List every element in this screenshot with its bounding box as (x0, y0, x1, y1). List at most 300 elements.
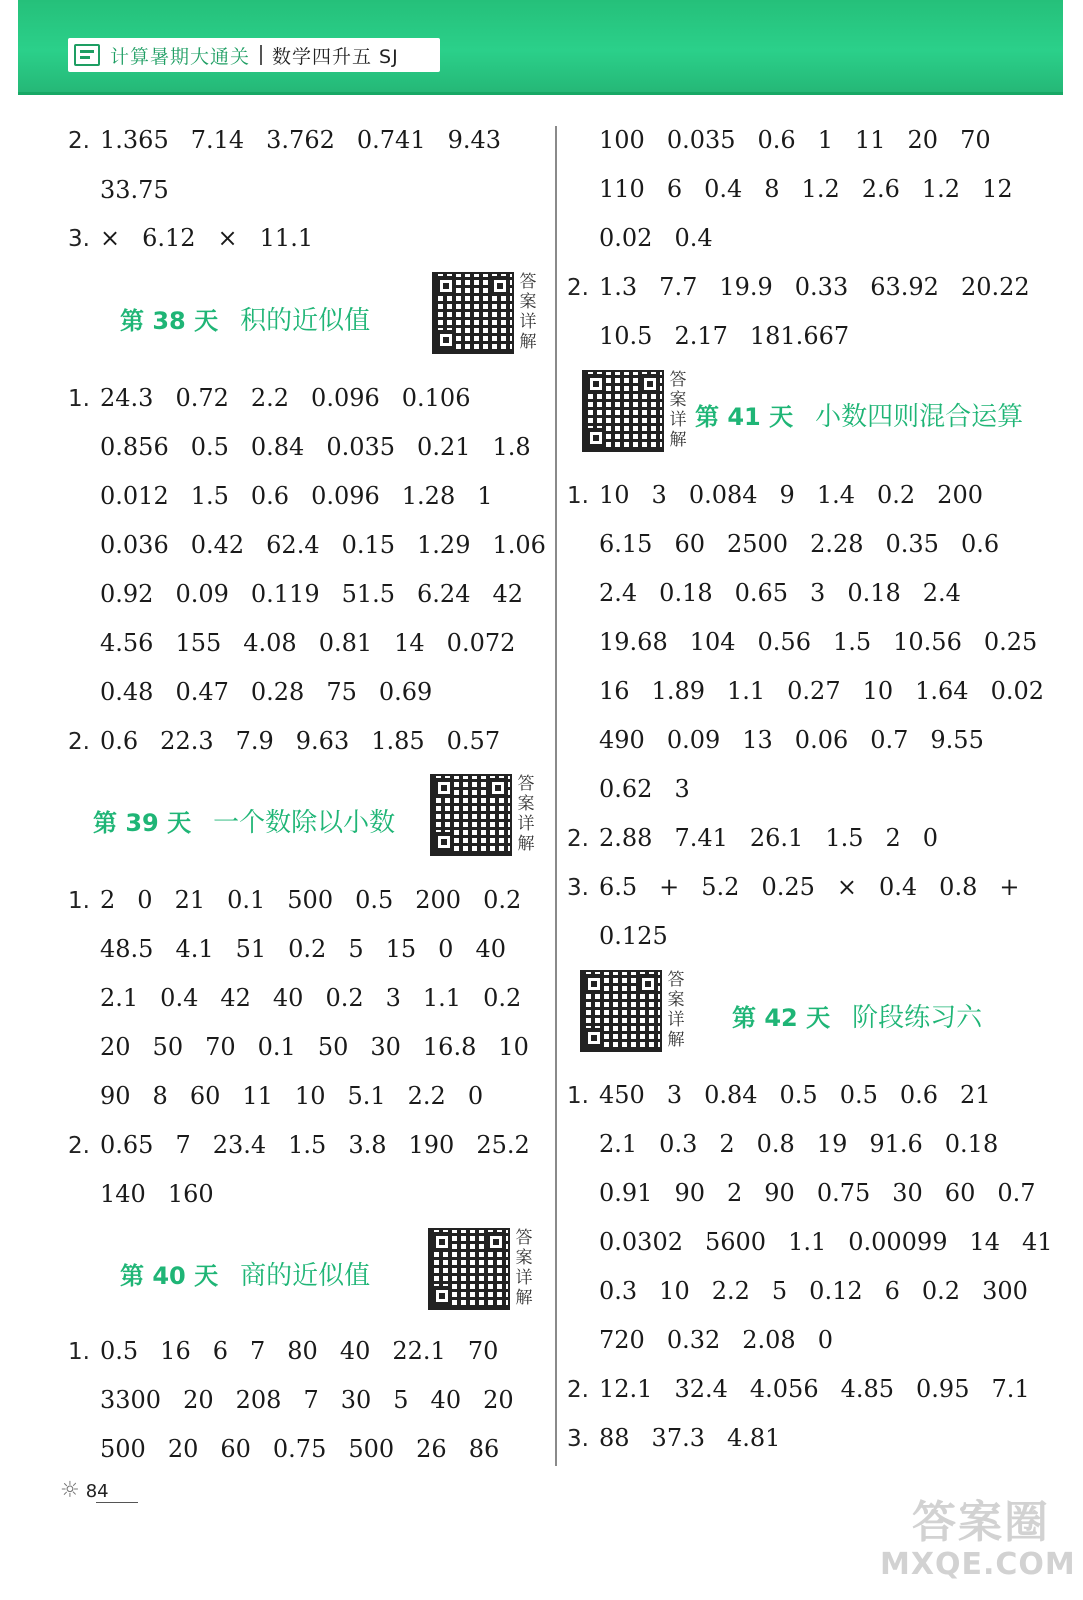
answer-value: 0.5 (100, 1337, 139, 1365)
answer-value: 0.741 (356, 126, 426, 154)
answer-row (68, 476, 515, 516)
answer-row (567, 671, 1066, 711)
qr-caption-char: 答 (515, 1228, 533, 1248)
answer-row (567, 573, 983, 613)
question-number: 1. (567, 483, 589, 509)
qr-finder-pattern (490, 276, 510, 296)
question-number: 1. (567, 1083, 589, 1109)
answer-value: 0.18 (944, 1130, 999, 1158)
answer-value: 0.1 (227, 886, 266, 914)
answer-row (68, 378, 492, 418)
answer-value: 40 (430, 1386, 462, 1414)
answer-value: 9 (779, 481, 795, 509)
answer-value: 0.6 (899, 1081, 939, 1109)
question-number: 1. (68, 888, 90, 914)
answer-value: 2.2 (407, 1082, 446, 1110)
answer-value: 0.4 (704, 175, 743, 203)
answer-row (68, 1076, 505, 1116)
answer-row (567, 1173, 1058, 1213)
answer-row (567, 720, 1006, 760)
answer-value: 0.06 (794, 726, 849, 754)
watermark-line1: 答案圈 (912, 1497, 1050, 1548)
answer-value: 0.91 (599, 1179, 653, 1207)
answer-row (68, 1331, 520, 1371)
qr-caption (516, 774, 536, 854)
answer-value: 48.5 (100, 935, 154, 963)
answer-value: 2.2 (250, 384, 290, 412)
answer-value: 1.5 (832, 628, 872, 656)
answer-value: 19 (816, 1130, 848, 1158)
answer-value: 0.21 (417, 433, 471, 461)
answer-row (68, 1429, 521, 1469)
answer-value: 2.17 (674, 322, 728, 350)
answer-value: 50 (152, 1033, 184, 1061)
answer-value: 500 (348, 1435, 395, 1463)
answer-value: 0.035 (666, 126, 736, 154)
answer-value: 10 (659, 1277, 690, 1305)
answer-value: 10 (498, 1033, 529, 1061)
day-number: 第 39 天 (93, 809, 192, 837)
answer-value: 4.056 (749, 1375, 819, 1403)
answer-value: 1.1 (422, 984, 462, 1012)
qr-finder-pattern (436, 330, 456, 350)
answer-row (68, 1174, 236, 1214)
answer-value: 10 (294, 1082, 326, 1110)
qr-finder-pattern (640, 374, 660, 394)
page-number-text: 84 (85, 1481, 109, 1502)
answer-value: 51 (235, 935, 267, 963)
answer-value: 5600 (704, 1228, 767, 1256)
answer-value: 22.1 (392, 1337, 446, 1365)
answer-value: 2.1 (599, 1130, 638, 1158)
answer-value: 6.24 (417, 580, 471, 608)
answer-value: 2 (726, 1179, 743, 1207)
answer-value: 0.096 (311, 482, 380, 510)
answer-value: 6.5 (599, 873, 638, 901)
answer-value: × (217, 224, 238, 252)
answer-value: 0.84 (704, 1081, 758, 1109)
answer-value: 0.56 (757, 628, 811, 656)
answer-value: 15 (385, 935, 417, 963)
qr-finder-pattern (432, 1286, 452, 1306)
qr-caption (518, 272, 538, 352)
answer-value: 0.25 (761, 873, 815, 901)
answer-value: 1.29 (417, 531, 471, 559)
answer-value: 0 (922, 824, 939, 852)
answer-value: 0.2 (325, 984, 364, 1012)
answer-row (68, 120, 523, 160)
qr-code-icon[interactable] (432, 272, 514, 354)
answer-value: 0.012 (100, 482, 169, 510)
answer-value: 0.0302 (599, 1228, 683, 1256)
answer-value: 0.2 (877, 481, 916, 509)
answer-value: 21 (174, 886, 206, 914)
answer-value: 90 (674, 1179, 705, 1207)
answer-value: 0.7 (997, 1179, 1036, 1207)
answer-value: 200 (415, 886, 462, 914)
answer-value: 42 (492, 580, 524, 608)
answer-row (68, 574, 545, 614)
answer-value: 0.856 (100, 433, 169, 461)
answer-row (68, 525, 568, 565)
question-number: 2. (567, 826, 589, 852)
answer-value: 0.6 (100, 727, 139, 755)
answer-row (567, 769, 712, 809)
answer-value: 0.2 (288, 935, 327, 963)
qr-caption-char: 详 (515, 1268, 533, 1288)
answer-row (567, 1271, 1050, 1311)
answer-value: 140 (100, 1180, 146, 1208)
answer-row (567, 1320, 855, 1360)
answer-value: 0.47 (175, 678, 229, 706)
answer-value: 0.25 (983, 628, 1038, 656)
answer-value: 3300 (100, 1386, 162, 1414)
answer-row (567, 1222, 1075, 1262)
answer-value: 0.65 (734, 579, 789, 607)
question-number: 1. (68, 1339, 90, 1365)
day-topic: 阶段练习六 (852, 1003, 983, 1033)
qr-caption-char: 答 (667, 970, 685, 990)
answer-value: 155 (175, 629, 222, 657)
answer-value: 160 (167, 1180, 214, 1208)
answer-value: 6 (884, 1277, 900, 1305)
qr-caption-char: 案 (515, 1248, 533, 1268)
answer-row (567, 475, 1005, 515)
answer-value: 0.72 (175, 384, 229, 412)
answer-value: 41 (1022, 1228, 1053, 1256)
answer-row (567, 867, 1041, 907)
answer-value: 2.4 (599, 579, 638, 607)
answer-value: 1 (817, 126, 833, 154)
answer-value: 2.6 (861, 175, 900, 203)
qr-caption-char: 答 (669, 370, 687, 390)
answer-value: 24.3 (100, 384, 154, 412)
answer-row (567, 916, 690, 956)
answer-value: 500 (100, 1435, 146, 1463)
answer-value: 1.1 (788, 1228, 827, 1256)
answer-value: 6 (666, 175, 683, 203)
answer-value: 13 (742, 726, 773, 754)
answer-value: 30 (370, 1033, 401, 1061)
column-divider (555, 126, 557, 1466)
answer-value: 1.365 (100, 126, 169, 154)
answer-value: 7.41 (674, 824, 728, 852)
answer-value: 0 (817, 1326, 833, 1354)
answer-value: 0.02 (990, 677, 1045, 705)
answer-value: 0.12 (809, 1277, 863, 1305)
answer-value: 0.5 (779, 1081, 818, 1109)
answer-value: 2 (719, 1130, 735, 1158)
answer-value: 0.7 (870, 726, 909, 754)
answer-value: 23.4 (212, 1131, 267, 1159)
answer-value: 1.28 (401, 482, 456, 510)
watermark-line2: MXQE.COM (880, 1547, 1076, 1582)
day-topic: 商的近似值 (240, 1261, 371, 1291)
qr-finder-pattern (436, 276, 456, 296)
answer-value: 100 (599, 126, 645, 154)
answer-value: 88 (599, 1424, 630, 1452)
qr-caption-char: 案 (669, 390, 687, 410)
answer-value: 2.4 (922, 579, 961, 607)
answer-value: 6 (212, 1337, 228, 1365)
answer-value: 0.4 (160, 984, 199, 1012)
answer-value: 7.1 (991, 1375, 1030, 1403)
answer-value: 1 (477, 482, 493, 510)
answer-value: 40 (475, 935, 506, 963)
qr-caption-char: 详 (667, 1010, 685, 1030)
answer-value: 40 (272, 984, 304, 1012)
answer-value: 60 (189, 1082, 221, 1110)
answer-value: 16 (160, 1337, 191, 1365)
series-title: 计算暑期大通关 (110, 45, 251, 68)
question-number: 2. (567, 1377, 589, 1403)
answer-value: 14 (394, 629, 425, 657)
answer-value: 1.2 (921, 175, 961, 203)
answer-row (567, 1075, 1013, 1115)
qr-finder-pattern (432, 1232, 452, 1252)
answer-row (567, 1418, 802, 1458)
answer-value: 6.12 (142, 224, 196, 252)
answer-value: 7.14 (190, 126, 245, 154)
answer-value: 0.42 (190, 531, 245, 559)
answer-value: 0.92 (100, 580, 154, 608)
answer-value: 0.4 (879, 873, 918, 901)
answer-value: 2.2 (711, 1277, 750, 1305)
answer-row (567, 1124, 1020, 1164)
answer-value: 4.85 (840, 1375, 895, 1403)
qr-finder-pattern (584, 1028, 604, 1048)
answer-value: 7 (303, 1386, 319, 1414)
answer-value: 0.6 (960, 530, 1000, 558)
answer-value: 16 (599, 677, 630, 705)
qr-caption (666, 970, 686, 1050)
day-number: 第 42 天 (732, 1004, 831, 1032)
answer-value: 1.5 (190, 482, 229, 510)
day-title (732, 997, 982, 1034)
answer-value: 0.27 (787, 677, 841, 705)
answer-value: × (836, 873, 857, 901)
answer-value: 63.92 (870, 273, 939, 301)
answer-value: 75 (326, 678, 357, 706)
answer-value: + (999, 873, 1020, 901)
qr-finder-pattern (586, 374, 606, 394)
answer-value: 0.5 (839, 1081, 878, 1109)
answer-value: + (659, 873, 680, 901)
answer-value: 0.09 (666, 726, 721, 754)
answer-value: 0.62 (599, 775, 653, 803)
answer-value: 2.1 (100, 984, 139, 1012)
answer-value: 5 (393, 1386, 409, 1414)
answer-value: 0.084 (688, 481, 758, 509)
question-number: 3. (68, 226, 90, 252)
answer-value: 70 (205, 1033, 236, 1061)
answer-value: 30 (340, 1386, 372, 1414)
qr-code-icon[interactable] (428, 1228, 510, 1310)
answer-value: 7.9 (235, 727, 274, 755)
watermark-logo (880, 1497, 1076, 1588)
day-number: 第 40 天 (120, 1262, 219, 1290)
qr-finder-pattern (638, 974, 658, 994)
qr-caption-char: 详 (669, 410, 687, 430)
answer-value: 0.8 (939, 873, 978, 901)
answer-value: 40 (339, 1337, 371, 1365)
answer-value: 1.8 (492, 433, 531, 461)
answer-value: 4.08 (243, 629, 297, 657)
answer-row (68, 1027, 551, 1067)
day-number: 第 41 天 (695, 403, 794, 431)
answer-value: 9.55 (930, 726, 984, 754)
answer-value: 1.5 (825, 824, 864, 852)
answer-value: 2.88 (599, 824, 653, 852)
answer-value: 0.8 (756, 1130, 795, 1158)
answer-row (567, 267, 1052, 307)
book-icon (74, 44, 100, 66)
answer-value: 208 (235, 1386, 282, 1414)
answer-value: 1.85 (371, 727, 425, 755)
question-number: 1. (68, 386, 90, 412)
answer-row (567, 218, 735, 258)
qr-caption-char: 详 (517, 814, 535, 834)
answer-value: 0.75 (816, 1179, 871, 1207)
page-number (60, 1478, 109, 1503)
answer-value: 0.2 (483, 886, 522, 914)
answer-value: 11.1 (259, 224, 314, 252)
answer-value: 720 (599, 1326, 645, 1354)
answer-value: 0.2 (483, 984, 522, 1012)
answer-value: 22.3 (160, 727, 214, 755)
qr-caption-char: 解 (517, 834, 535, 854)
answer-value: 0.106 (401, 384, 471, 412)
answer-value: 91.6 (869, 1130, 923, 1158)
answer-value: 7 (175, 1131, 191, 1159)
header-separator (260, 45, 262, 65)
answer-value: 0.1 (257, 1033, 296, 1061)
answer-value: 200 (937, 481, 983, 509)
answer-value: 5 (771, 1277, 788, 1305)
answer-value: 0.15 (341, 531, 396, 559)
answer-value: 50 (317, 1033, 349, 1061)
answer-value: 3 (674, 775, 690, 803)
answer-value: 90 (764, 1179, 795, 1207)
header-label-box (68, 38, 440, 72)
answer-value: 0.69 (378, 678, 433, 706)
answer-value: 26.1 (749, 824, 804, 852)
answer-row (68, 1380, 536, 1420)
answer-value: 90 (100, 1082, 131, 1110)
answer-value: × (100, 224, 121, 252)
answer-value: 1.1 (726, 677, 766, 705)
qr-caption-char: 案 (517, 794, 535, 814)
answer-value: 0.6 (250, 482, 290, 510)
answer-value: 1.64 (915, 677, 969, 705)
answer-value: 0.28 (250, 678, 305, 706)
answer-value: 0 (137, 886, 153, 914)
qr-caption-char: 解 (667, 1030, 685, 1050)
answer-value: 20 (483, 1386, 514, 1414)
answer-value: 10.56 (893, 628, 962, 656)
qr-code-icon[interactable] (580, 970, 662, 1052)
qr-caption-char: 答 (519, 272, 537, 292)
answer-value: 9.63 (295, 727, 350, 755)
answer-value: 2500 (726, 530, 789, 558)
answer-row (567, 316, 871, 356)
qr-finder-pattern (488, 778, 508, 798)
qr-caption (514, 1228, 534, 1308)
answer-value: 0.072 (446, 629, 516, 657)
qr-finder-pattern (434, 832, 454, 852)
answer-value: 26 (416, 1435, 447, 1463)
answer-value: 70 (960, 126, 991, 154)
qr-finder-pattern (486, 1232, 506, 1252)
answer-value: 6.15 (599, 530, 653, 558)
day-topic: 小数四则混合运算 (815, 402, 1024, 432)
page-number-underline (96, 1502, 138, 1503)
answer-value: 10 (862, 677, 894, 705)
day-title (120, 300, 370, 337)
answer-value: 20 (167, 1435, 199, 1463)
qr-finder-pattern (586, 428, 606, 448)
answer-value: 0.48 (100, 678, 154, 706)
answer-row (567, 524, 1021, 564)
answer-value: 5 (348, 935, 364, 963)
answer-row (68, 1125, 552, 1165)
qr-caption-char: 案 (519, 292, 537, 312)
answer-value: 25.2 (476, 1131, 530, 1159)
answer-value: 60 (944, 1179, 976, 1207)
answer-value: 4.1 (175, 935, 214, 963)
day-title (93, 802, 395, 839)
answer-value: 3.8 (348, 1131, 387, 1159)
answer-value: 3 (666, 1081, 683, 1109)
question-number: 2. (68, 128, 90, 154)
answer-value: 0.4 (674, 224, 713, 252)
qr-caption-char: 解 (515, 1288, 533, 1308)
qr-code-icon[interactable] (582, 370, 664, 452)
answer-value: 4.56 (100, 629, 154, 657)
day-title (120, 1255, 370, 1292)
answer-value: 0.75 (272, 1435, 327, 1463)
sun-swirl-icon: ☼ (60, 1478, 80, 1503)
answer-value: 19.9 (719, 273, 773, 301)
answer-value: 80 (287, 1337, 318, 1365)
answer-value: 21 (960, 1081, 991, 1109)
answer-row (68, 880, 543, 920)
answer-value: 190 (408, 1131, 455, 1159)
answer-value: 0.035 (326, 433, 396, 461)
answer-value: 0.036 (100, 531, 169, 559)
answer-row (567, 622, 1059, 662)
answer-value: 181.667 (749, 322, 850, 350)
answer-value: 20 (100, 1033, 131, 1061)
answer-value: 62.4 (266, 531, 320, 559)
answer-value: 0.81 (318, 629, 373, 657)
answer-value: 11 (242, 1082, 273, 1110)
answer-value: 3.762 (266, 126, 335, 154)
answer-value: 490 (599, 726, 645, 754)
answer-value: 0.35 (885, 530, 939, 558)
answer-value: 0.18 (659, 579, 713, 607)
answer-value: 42 (220, 984, 251, 1012)
answer-value: 1.2 (801, 175, 840, 203)
qr-caption-char: 案 (667, 990, 685, 1010)
answer-value: 12 (982, 175, 1013, 203)
answer-value: 0.33 (794, 273, 849, 301)
qr-code-icon[interactable] (430, 774, 512, 856)
question-number: 3. (567, 1426, 589, 1452)
answer-value: 0.65 (100, 1131, 154, 1159)
answer-value: 2.08 (742, 1326, 796, 1354)
qr-caption-char: 答 (517, 774, 535, 794)
